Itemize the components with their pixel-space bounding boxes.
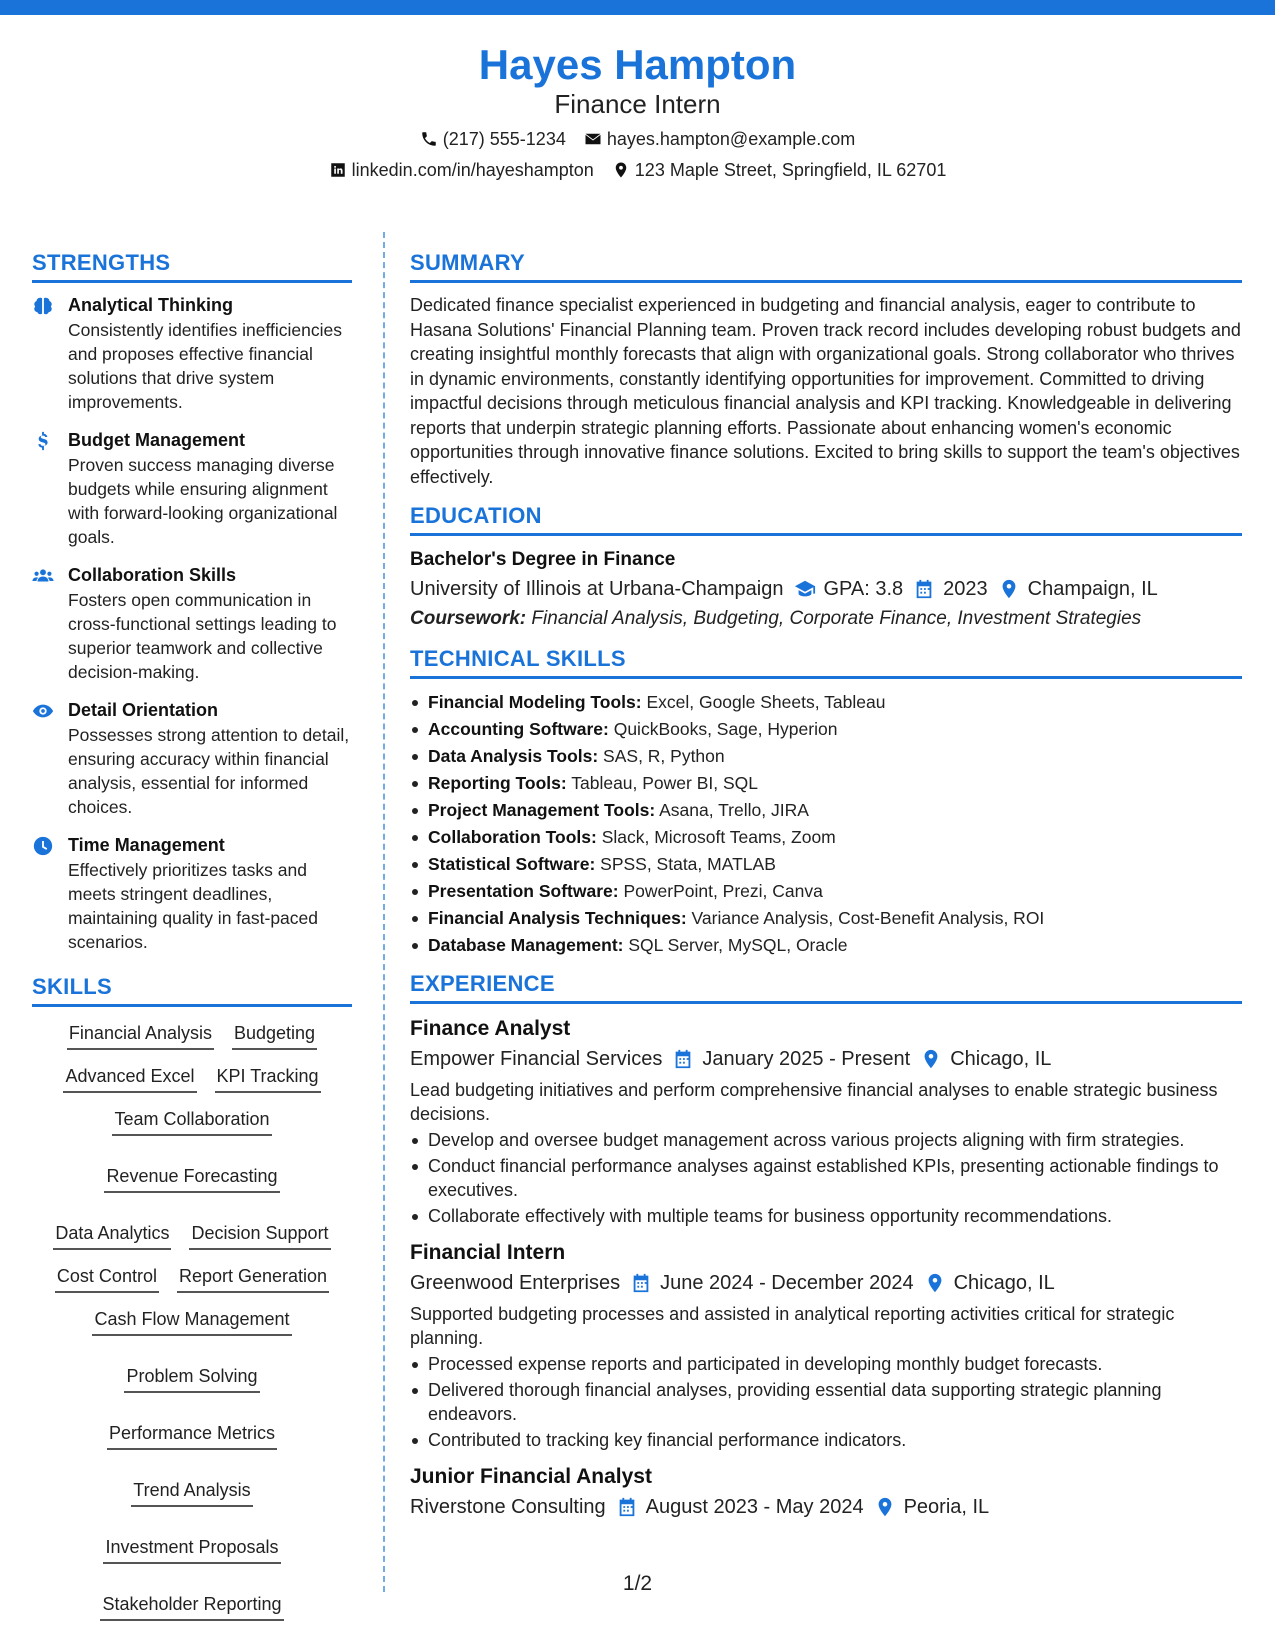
strength-title: Time Management bbox=[68, 835, 225, 855]
contact-phone[interactable] bbox=[420, 129, 566, 150]
list-item: Collaboration Tools: Slack, Microsoft Teams, Zoom bbox=[410, 824, 1242, 851]
job-dates: June 2024 - December 2024 bbox=[660, 1272, 914, 1294]
contact-row-2 bbox=[0, 160, 1275, 181]
right-column bbox=[410, 250, 1242, 1532]
map-pin-icon bbox=[612, 161, 630, 179]
skill-tag: Problem Solving bbox=[124, 1364, 259, 1393]
page-number: 1/2 bbox=[622, 1572, 653, 1595]
skill-tag: Cash Flow Management bbox=[92, 1307, 291, 1336]
skills-list bbox=[32, 1017, 352, 1621]
list-item: Accounting Software: QuickBooks, Sage, Hyperion bbox=[410, 716, 1242, 743]
job-meta bbox=[410, 1268, 1242, 1298]
left-column bbox=[32, 250, 352, 1621]
address-text: 123 Maple Street, Springfield, IL 62701 bbox=[634, 159, 947, 180]
skill-tag: Decision Support bbox=[189, 1221, 330, 1250]
skill-tag: Cost Control bbox=[55, 1264, 159, 1293]
linkedin-icon bbox=[329, 161, 347, 179]
list-item: Database Management: SQL Server, MySQL, Oracle bbox=[410, 932, 1242, 959]
strength-desc: Proven success managing diverse budgets while ensuring alignment with forward-looking organizational goals. bbox=[68, 455, 338, 547]
users-icon bbox=[32, 565, 54, 587]
contact-row-1 bbox=[0, 129, 1275, 150]
technical-list bbox=[410, 689, 1242, 959]
edu-year: 2023 bbox=[943, 578, 988, 600]
summary-heading: SUMMARY bbox=[410, 250, 1242, 283]
strengths-list bbox=[32, 293, 352, 954]
technical-heading: TECHNICAL SKILLS bbox=[410, 646, 1242, 679]
email-text: hayes.hampton@example.com bbox=[606, 128, 856, 149]
contact-email[interactable] bbox=[584, 129, 855, 150]
job-bullets bbox=[410, 1128, 1242, 1228]
list-item: Presentation Software: PowerPoint, Prezi, Canva bbox=[410, 878, 1242, 905]
column-divider bbox=[383, 232, 385, 1592]
skill-tag: KPI Tracking bbox=[215, 1064, 321, 1093]
job-title: Finance Analyst bbox=[410, 1017, 571, 1040]
top-accent-bar bbox=[0, 0, 1275, 15]
job-meta bbox=[410, 1044, 1242, 1074]
skill-tag: Budgeting bbox=[232, 1021, 317, 1050]
job-title: Junior Financial Analyst bbox=[410, 1465, 652, 1488]
contact-linkedin[interactable] bbox=[329, 160, 594, 181]
job-entry bbox=[410, 1014, 1242, 1228]
skill-tag: Report Generation bbox=[177, 1264, 329, 1293]
edu-degree: Bachelor's Degree in Finance bbox=[410, 549, 676, 570]
skill-tag: Trend Analysis bbox=[131, 1478, 252, 1507]
calendar-icon bbox=[672, 1048, 694, 1070]
job-title: Financial Intern bbox=[410, 1241, 566, 1264]
skill-tag: Stakeholder Reporting bbox=[100, 1592, 283, 1621]
phone-text: (217) 555-1234 bbox=[442, 128, 566, 149]
job-location: Chicago, IL bbox=[950, 1048, 1052, 1070]
strength-item bbox=[32, 293, 352, 414]
map-pin-icon bbox=[924, 1272, 946, 1294]
skill-tag: Revenue Forecasting bbox=[104, 1164, 279, 1193]
skill-tag: Investment Proposals bbox=[103, 1535, 280, 1564]
experience-heading: EXPERIENCE bbox=[410, 971, 1242, 1004]
strength-desc: Consistently identifies inefficiencies and proposes effective financial solutions that drive system improvements. bbox=[68, 320, 342, 412]
skill-tag: Financial Analysis bbox=[67, 1021, 214, 1050]
job-desc: Supported budgeting processes and assisted in analytical reporting activities critical for strategic planning. bbox=[410, 1304, 1175, 1348]
list-item: Financial Modeling Tools: Excel, Google Sheets, Tableau bbox=[410, 689, 1242, 716]
job-company: Greenwood Enterprises bbox=[410, 1272, 621, 1294]
map-pin-icon bbox=[998, 578, 1020, 600]
education-heading: EDUCATION bbox=[410, 503, 1242, 536]
edu-school: University of Illinois at Urbana-Champaign bbox=[410, 578, 784, 600]
summary-text: Dedicated finance specialist experienced in budgeting and financial analysis, eager to contribute to Hasana Solutions' Financial Planning team. Proven track record includes developing robust budgets and creating insightful monthly forecasts that align with organizational goals. Strong collaborator who thrives in dynamic environments, constantly identifying opportunities for improvement. Committed to driving impactful decisions through meticulous financial analysis and KPI tracking. Knowledgeable in delivering reports that underpin strategic planning efforts. Passionate about enhancing women's economic opportunities through innovative finance solutions. Excited to bring skills to support the team's objectives effectively. bbox=[410, 295, 1241, 487]
job-location: Chicago, IL bbox=[953, 1272, 1055, 1294]
edu-location: Champaign, IL bbox=[1027, 578, 1158, 600]
job-entry bbox=[410, 1462, 1242, 1522]
strength-title: Analytical Thinking bbox=[68, 295, 234, 315]
list-item: Conduct financial performance analyses against established KPIs, presenting actionable findings to executives. bbox=[410, 1154, 1242, 1202]
map-pin-icon bbox=[920, 1048, 942, 1070]
map-pin-icon bbox=[874, 1496, 896, 1518]
list-item: Financial Analysis Techniques: Variance Analysis, Cost-Benefit Analysis, ROI bbox=[410, 905, 1242, 932]
candidate-title: Finance Intern bbox=[554, 89, 721, 120]
list-item: Reporting Tools: Tableau, Power BI, SQL bbox=[410, 770, 1242, 797]
envelope-icon bbox=[584, 130, 602, 148]
brain-icon bbox=[32, 295, 54, 317]
strengths-heading: STRENGTHS bbox=[32, 250, 352, 283]
strength-item bbox=[32, 833, 352, 954]
strength-title: Collaboration Skills bbox=[68, 565, 237, 585]
graduation-cap-icon bbox=[794, 578, 816, 600]
job-entry bbox=[410, 1238, 1242, 1452]
clock-icon bbox=[32, 835, 54, 857]
calendar-icon bbox=[913, 578, 935, 600]
linkedin-text: linkedin.com/in/hayeshampton bbox=[351, 159, 594, 180]
strength-desc: Fosters open communication in cross-functional settings leading to superior teamwork and collective decision-making. bbox=[68, 590, 337, 682]
skills-heading: SKILLS bbox=[32, 974, 352, 1007]
resume-header bbox=[0, 40, 1275, 181]
list-item: Develop and oversee budget management across various projects aligning with firm strategies. bbox=[410, 1128, 1242, 1152]
list-item: Contributed to tracking key financial performance indicators. bbox=[410, 1428, 1242, 1452]
list-item: Processed expense reports and participated in developing monthly budget forecasts. bbox=[410, 1352, 1242, 1376]
list-item: Project Management Tools: Asana, Trello, JIRA bbox=[410, 797, 1242, 824]
skill-tag: Team Collaboration bbox=[112, 1107, 271, 1136]
job-location: Peoria, IL bbox=[903, 1496, 990, 1518]
job-company: Riverstone Consulting bbox=[410, 1496, 606, 1518]
coursework-label: Coursework: bbox=[410, 608, 527, 629]
calendar-icon bbox=[616, 1496, 638, 1518]
list-item: Delivered thorough financial analyses, providing essential data supporting strategic planning endeavors. bbox=[410, 1378, 1242, 1426]
dollar-icon bbox=[32, 430, 54, 452]
list-item: Collaborate effectively with multiple teams for business opportunity recommendations. bbox=[410, 1204, 1242, 1228]
calendar-icon bbox=[630, 1272, 652, 1294]
contact-address bbox=[612, 160, 947, 181]
job-meta bbox=[410, 1492, 1242, 1522]
strength-desc: Possesses strong attention to detail, ensuring accuracy within financial analysis, essential for informed choices. bbox=[68, 725, 350, 817]
job-company: Empower Financial Services bbox=[410, 1048, 663, 1070]
strength-item bbox=[32, 563, 352, 684]
job-dates: January 2025 - Present bbox=[702, 1048, 911, 1070]
strength-item bbox=[32, 698, 352, 819]
eye-icon bbox=[32, 700, 54, 722]
list-item: Data Analysis Tools: SAS, R, Python bbox=[410, 743, 1242, 770]
candidate-name: Hayes Hampton bbox=[478, 41, 797, 88]
job-desc: Lead budgeting initiatives and perform comprehensive financial analyses to enable strategic business decisions. bbox=[410, 1080, 1218, 1124]
skill-tag: Advanced Excel bbox=[63, 1064, 196, 1093]
strength-title: Detail Orientation bbox=[68, 700, 219, 720]
skill-tag: Performance Metrics bbox=[107, 1421, 277, 1450]
phone-icon bbox=[420, 130, 438, 148]
skill-tag: Data Analytics bbox=[53, 1221, 171, 1250]
coursework-list: Financial Analysis, Budgeting, Corporate Finance, Investment Strategies bbox=[526, 608, 1142, 629]
strength-title: Budget Management bbox=[68, 430, 246, 450]
edu-meta bbox=[410, 574, 1242, 604]
edu-coursework bbox=[410, 604, 1242, 634]
job-dates: August 2023 - May 2024 bbox=[645, 1496, 864, 1518]
job-bullets bbox=[410, 1352, 1242, 1452]
list-item: Statistical Software: SPSS, Stata, MATLAB bbox=[410, 851, 1242, 878]
strength-item bbox=[32, 428, 352, 549]
strength-desc: Effectively prioritizes tasks and meets stringent deadlines, maintaining quality in fast-paced scenarios. bbox=[68, 860, 319, 952]
edu-gpa: GPA: 3.8 bbox=[823, 578, 904, 600]
